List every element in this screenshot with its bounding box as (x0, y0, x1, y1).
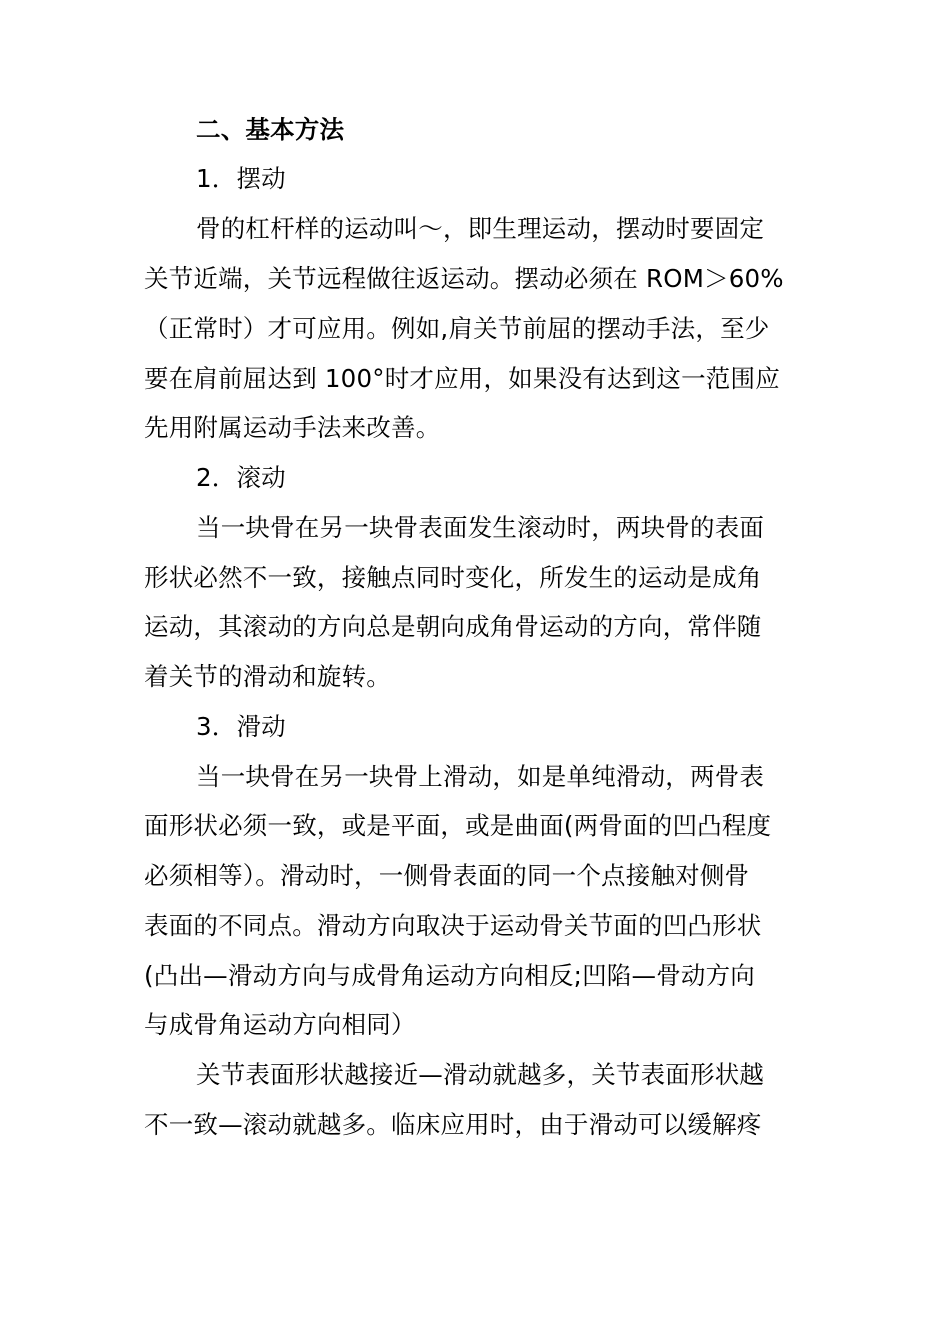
paragraph-line: （正常时）才可应用。例如,肩关节前屈的摆动手法，至少 (144, 314, 770, 343)
section-heading: 二、基本方法 (196, 115, 345, 144)
paragraph-line: 着关节的滑动和旋转。 (144, 662, 391, 691)
paragraph-line: 必须相等）。滑动时，一侧骨表面的同一个点接触对侧骨 (144, 861, 750, 890)
paragraph-line: (凸出—滑动方向与成骨角运动方向相反;凹陷—骨动方向 (144, 961, 756, 990)
paragraph-line: 表面的不同点。滑动方向取决于运动骨关节面的凹凸形状 (144, 911, 762, 940)
subsection-title-roll: 2．滚动 (196, 463, 286, 492)
paragraph-line: 骨的杠杆样的运动叫～，即生理运动，摆动时要固定 (196, 214, 765, 243)
paragraph-line: 要在肩前屈达到 100°时才应用，如果没有达到这一范围应 (144, 364, 780, 393)
paragraph-line: 当一块骨在另一块骨表面发生滚动时，两块骨的表面 (196, 513, 765, 542)
paragraph-line: 运动，其滚动的方向总是朝向成角骨运动的方向，常伴随 (144, 612, 762, 641)
paragraph-line: 与成骨角运动方向相同） (144, 1010, 416, 1039)
subsection-title-slide: 3．滑动 (196, 712, 286, 741)
paragraph-line: 不一致—滚动就越多。临床应用时，由于滑动可以缓解疼 (144, 1110, 762, 1139)
paragraph-line: 面形状必须一致，或是平面，或是曲面(两骨面的凹凸程度 (144, 811, 772, 840)
paragraph-line: 关节近端，关节远程做往返运动。摆动必须在 ROM＞60% (144, 264, 784, 293)
paragraph-line: 先用附属运动手法来改善。 (144, 413, 441, 442)
paragraph-line: 形状必然不一致，接触点同时变化，所发生的运动是成角 (144, 563, 762, 592)
subsection-title-swing: 1．摆动 (196, 164, 286, 193)
paragraph-line: 当一块骨在另一块骨上滑动，如是单纯滑动，两骨表 (196, 762, 765, 791)
paragraph-line: 关节表面形状越接近—滑动就越多，关节表面形状越 (196, 1060, 765, 1089)
